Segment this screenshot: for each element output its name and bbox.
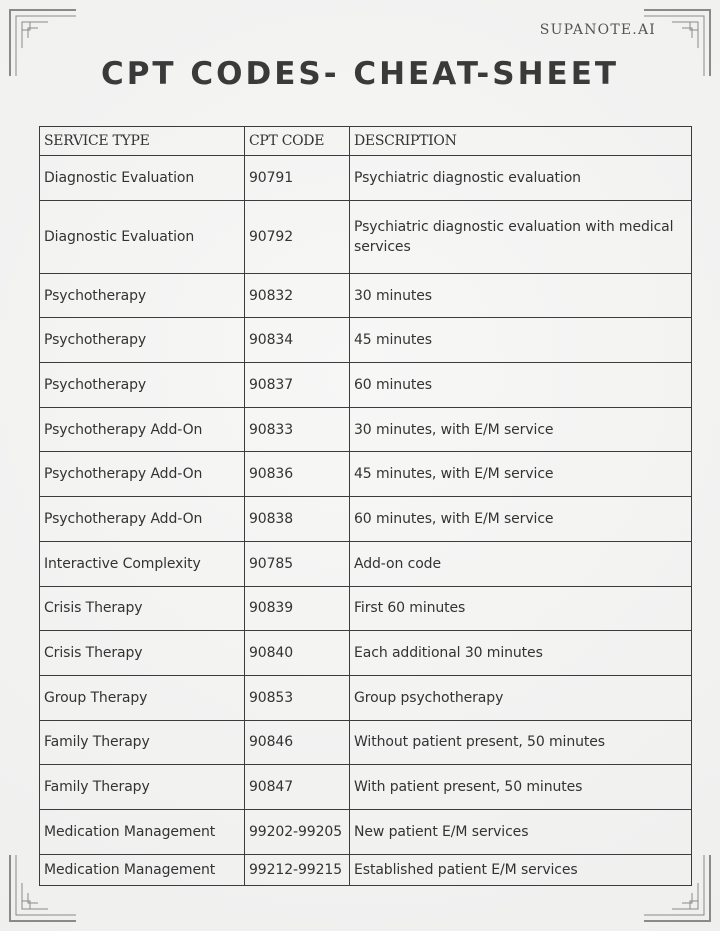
- cpt-code-cell: 99202-99205: [245, 809, 350, 854]
- description-cell: 45 minutes, with E/M service: [350, 452, 692, 497]
- description-cell: Each additional 30 minutes: [350, 631, 692, 676]
- service-type-cell: Diagnostic Evaluation: [40, 156, 245, 201]
- cpt-code-cell: 90847: [245, 765, 350, 810]
- description-cell: 60 minutes: [350, 363, 692, 408]
- service-type-cell: Psychotherapy Add-On: [40, 497, 245, 542]
- service-type-cell: Crisis Therapy: [40, 586, 245, 631]
- service-type-cell: Psychotherapy: [40, 318, 245, 363]
- cpt-code-cell: 99212-99215: [245, 854, 350, 885]
- service-type-cell: Interactive Complexity: [40, 541, 245, 586]
- description-cell: New patient E/M services: [350, 809, 692, 854]
- service-type-cell: Crisis Therapy: [40, 631, 245, 676]
- description-cell: Group psychotherapy: [350, 675, 692, 720]
- description-cell: First 60 minutes: [350, 586, 692, 631]
- service-type-cell: Psychotherapy Add-On: [40, 407, 245, 452]
- page-title: CPT CODES- CHEAT-SHEET: [100, 56, 620, 92]
- cpt-code-cell: 90832: [245, 273, 350, 318]
- header-service-type: SERVICE TYPE: [40, 127, 245, 156]
- cpt-code-cell: 90846: [245, 720, 350, 765]
- description-cell: Psychiatric diagnostic evaluation with medical services: [350, 200, 692, 273]
- cpt-code-cell: 90792: [245, 200, 350, 273]
- description-cell: Without patient present, 50 minutes: [350, 720, 692, 765]
- cpt-code-cell: 90838: [245, 497, 350, 542]
- table-row: [40, 407, 692, 452]
- table-row: [40, 156, 692, 201]
- service-type-cell: Group Therapy: [40, 675, 245, 720]
- service-type-cell: Family Therapy: [40, 720, 245, 765]
- description-cell: Established patient E/M services: [350, 854, 692, 885]
- cpt-code-cell: 90833: [245, 407, 350, 452]
- table-row: [40, 720, 692, 765]
- cpt-code-cell: 90839: [245, 586, 350, 631]
- table-row: [40, 675, 692, 720]
- table-row: [40, 497, 692, 542]
- cpt-code-cell: 90840: [245, 631, 350, 676]
- description-cell: 30 minutes, with E/M service: [350, 407, 692, 452]
- description-cell: Add-on code: [350, 541, 692, 586]
- description-cell: 60 minutes, with E/M service: [350, 497, 692, 542]
- table-row: [40, 631, 692, 676]
- description-cell: 45 minutes: [350, 318, 692, 363]
- table-row: [40, 809, 692, 854]
- service-type-cell: Medication Management: [40, 809, 245, 854]
- description-cell: 30 minutes: [350, 273, 692, 318]
- service-type-cell: Psychotherapy: [40, 273, 245, 318]
- table-row: [40, 318, 692, 363]
- table-row: [40, 854, 692, 885]
- table-row: [40, 363, 692, 408]
- table-header-row: [40, 127, 692, 156]
- service-type-cell: Medication Management: [40, 854, 245, 885]
- cpt-code-cell: 90785: [245, 541, 350, 586]
- table-row: [40, 586, 692, 631]
- cpt-codes-table: [39, 126, 692, 886]
- service-type-cell: Family Therapy: [40, 765, 245, 810]
- cpt-code-cell: 90834: [245, 318, 350, 363]
- description-cell: With patient present, 50 minutes: [350, 765, 692, 810]
- cpt-code-cell: 90836: [245, 452, 350, 497]
- table-row: [40, 452, 692, 497]
- table-row: [40, 765, 692, 810]
- brand-label: SUPANOTE.AI: [539, 22, 656, 38]
- service-type-cell: Psychotherapy Add-On: [40, 452, 245, 497]
- service-type-cell: Diagnostic Evaluation: [40, 200, 245, 273]
- header-description: DESCRIPTION: [350, 127, 692, 156]
- table-row: [40, 541, 692, 586]
- cpt-code-cell: 90837: [245, 363, 350, 408]
- table-row: [40, 273, 692, 318]
- service-type-cell: Psychotherapy: [40, 363, 245, 408]
- description-cell: Psychiatric diagnostic evaluation: [350, 156, 692, 201]
- cpt-code-cell: 90791: [245, 156, 350, 201]
- header-cpt-code: CPT CODE: [245, 127, 350, 156]
- table-row: [40, 200, 692, 273]
- cpt-code-cell: 90853: [245, 675, 350, 720]
